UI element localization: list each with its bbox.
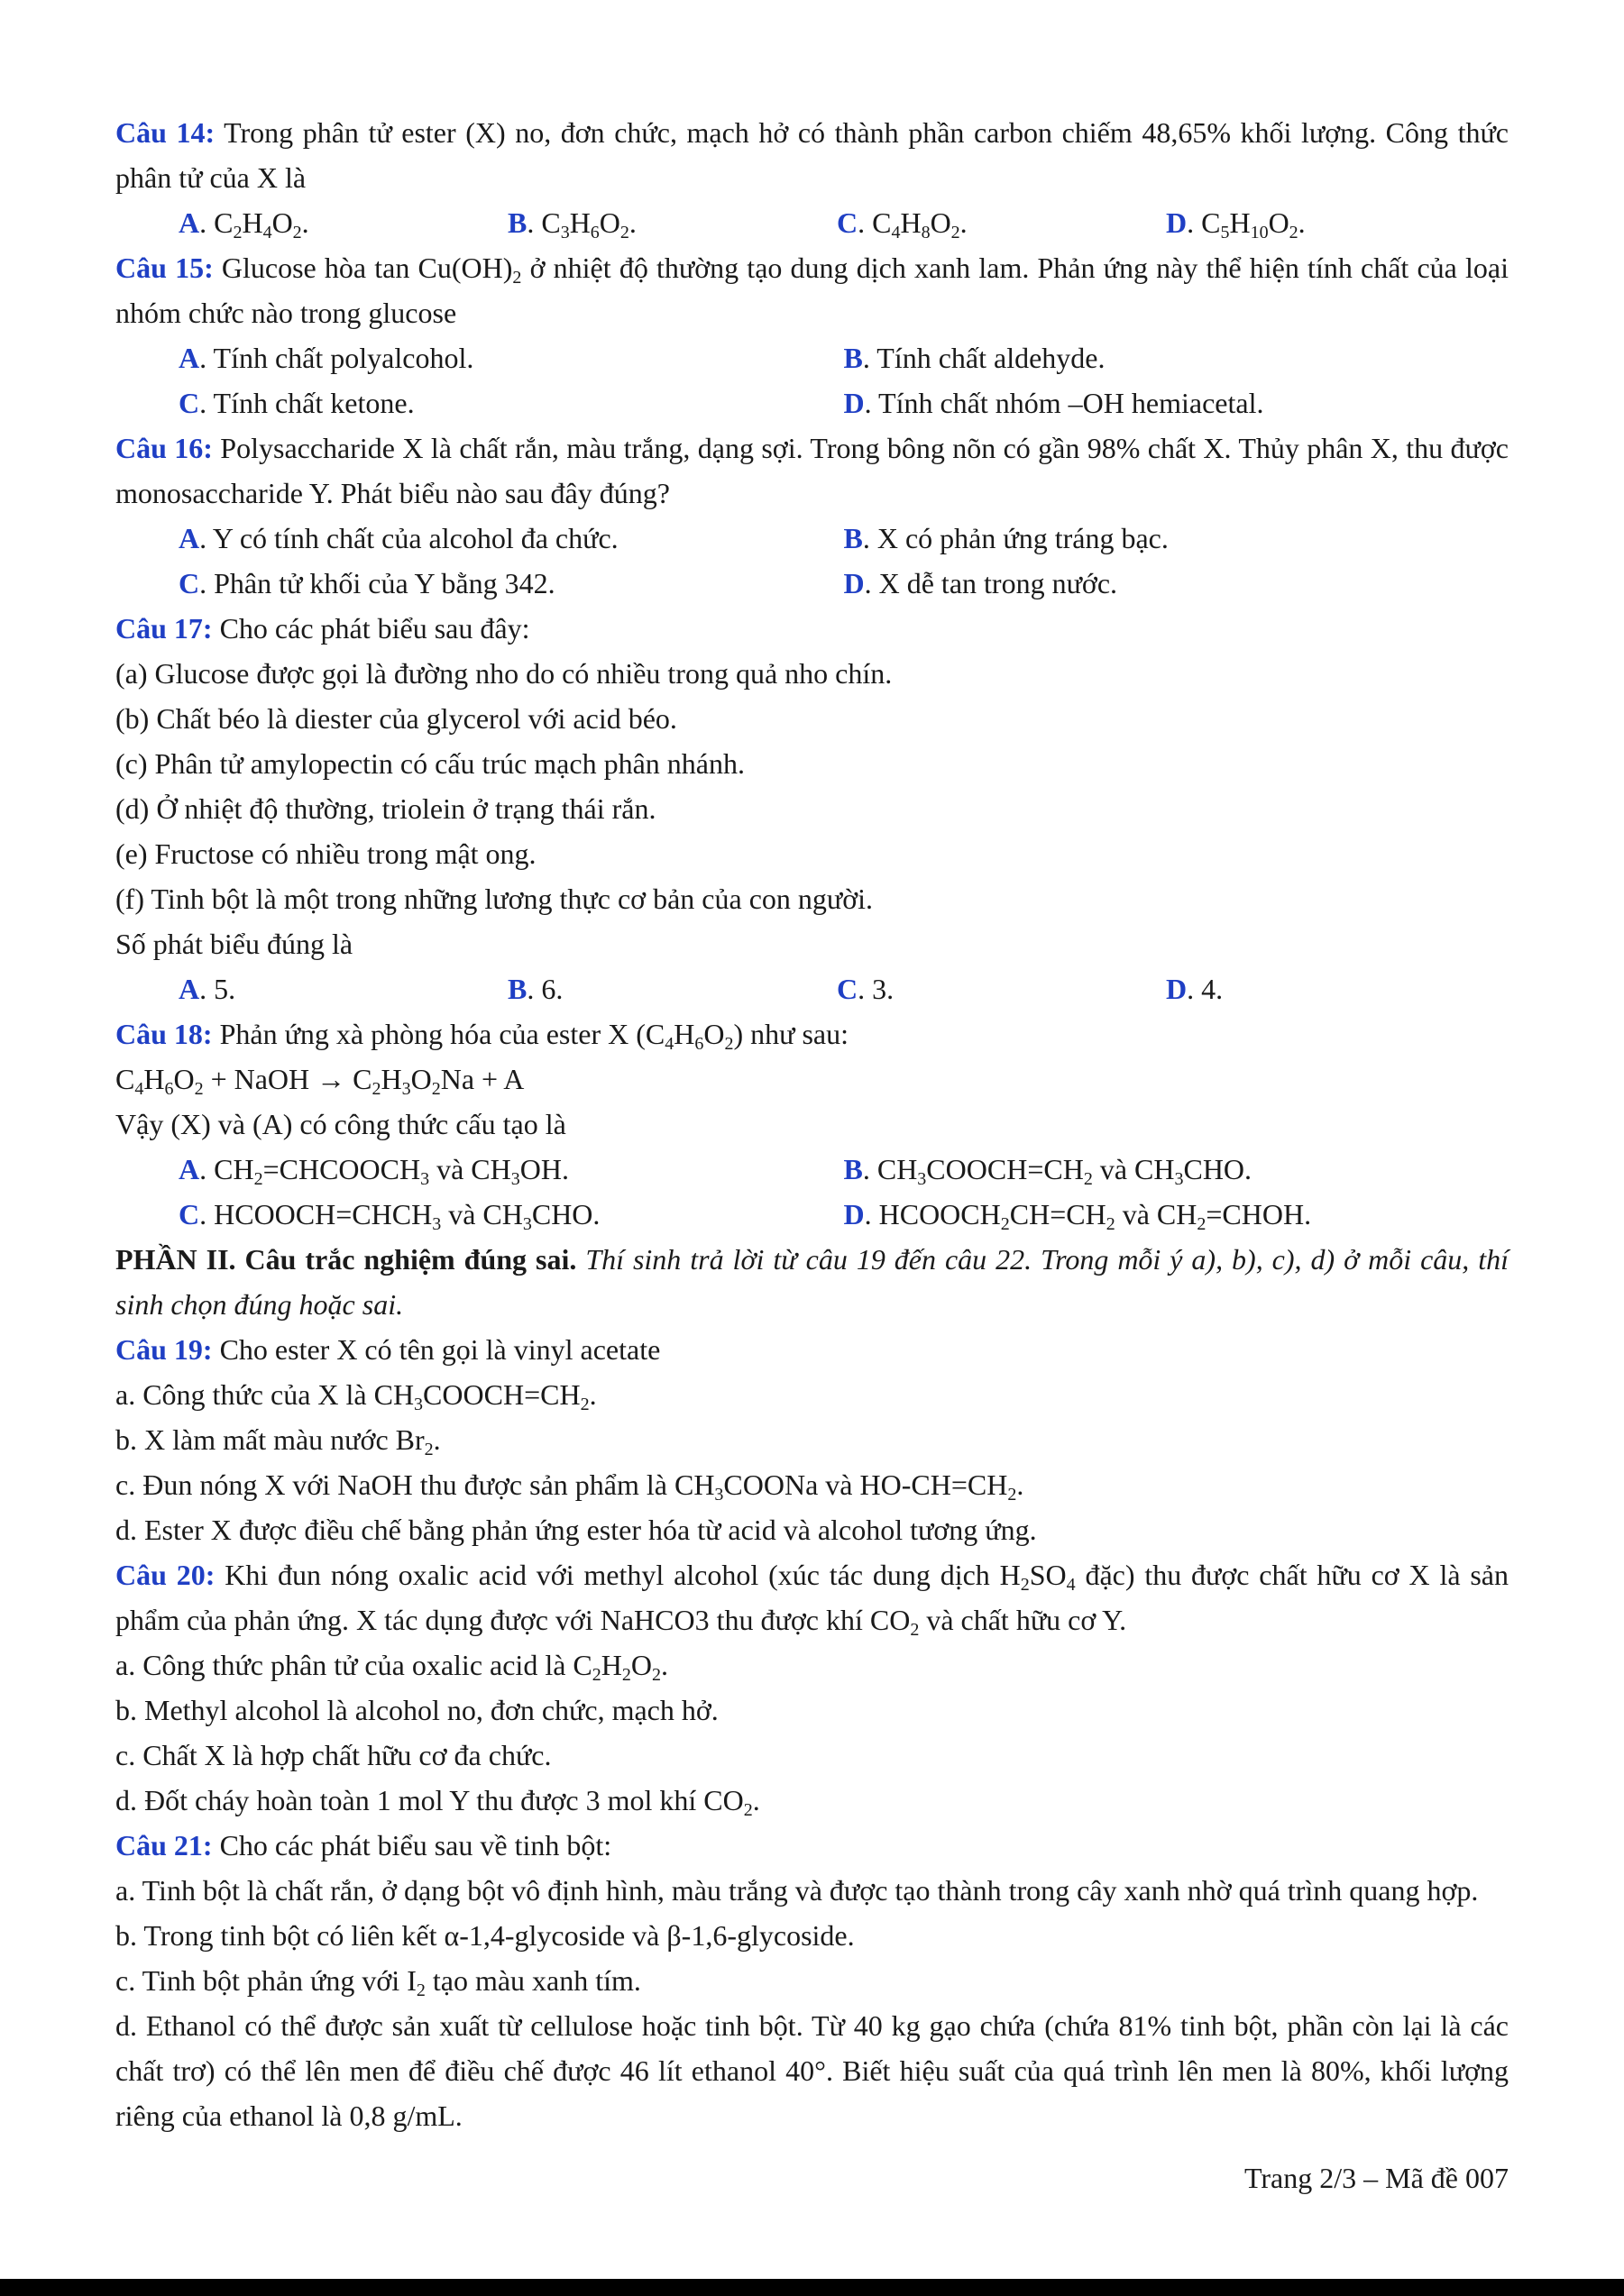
option-a: A. 5. (179, 973, 236, 1005)
statement-b: b. X làm mất màu nước $Br_2$. (115, 1423, 441, 1459)
page-footer: Trang 2/3 – Mã đề 007 (1243, 2162, 1509, 2194)
answer-options (115, 200, 1509, 245)
statement-c: (c) Phân tử amylopectin có cấu trúc mạch phân nhánh. (115, 747, 745, 780)
option-a: A. $C_2H_4O_2$. (179, 206, 309, 242)
question-16: Câu 16: Polysaccharide X là chất rắn, màu trắng, dạng sợi. Trong bông nõn có gần 98% chất X. Thủy phân X, thu được monosaccharide Y. Phát biểu nào sau đây đúng? (115, 432, 1509, 509)
option-b: B. 6. (508, 973, 564, 1005)
question-label: Câu 16: (115, 432, 213, 464)
statement-b: b. Trong tinh bột có liên kết α-1,4-glycoside và β-1,6-glycoside. (115, 1919, 855, 1952)
question-15: Câu 15: Glucose hòa $\tan Cu(OH)_2$ ở nhiệt độ thường tạo dung dịch xanh lam. Phản ứng này thể hiện tính chất của loại nhóm chức nào trong glucose (115, 252, 1509, 329)
statement-a: a. Công thức của X là $CH_3COOCH=CH_2$. (115, 1378, 597, 1414)
option-a: A. Y có tính chất của alcohol đa chức. (179, 522, 619, 554)
option-a: A. Tính chất polyalcohol. (179, 342, 474, 374)
option-d: D. X dễ tan trong nước. (843, 567, 1118, 599)
question-19: Câu 19: Cho ester X có tên gọi là vinyl acetate (115, 1333, 661, 1366)
question-label: Câu 18: (115, 1018, 213, 1050)
statement-c: c. Tinh bột phản ứng với $I_2$ tạo màu xanh tím. (115, 1964, 641, 2000)
question-17: Câu 17: Cho các phát biểu sau đây: (115, 612, 530, 645)
section-heading: PHẦN II. Câu trắc nghiệm đúng sai. Thí sinh trả lời từ câu 19 đến câu 22. Trong mỗi ý a), b), c), d) ở mỗi câu, thí sinh chọn đúng hoặc sai. (115, 1243, 1509, 1321)
statement-d: (d) Ở nhiệt độ thường, triolein ở trạng thái rắn. (115, 792, 656, 825)
question-text: Trong phân tử ester (X) no, đơn chức, mạch hở có thành phần carbon chiếm 48,65% khối lượng. Công thức phân tử của X là (115, 116, 1509, 194)
exam-page (115, 110, 1509, 2138)
question-18: Câu 18: Phản ứng xà phòng hóa của ester X $(C_4H_6O_2)$ như sau: (115, 1018, 849, 1054)
statement-d: d. Đốt cháy hoàn toàn 1 mol Y thu được 3 mol khí $CO_2$. (115, 1784, 760, 1820)
question-label: Câu 17: (115, 612, 213, 645)
statement-f: (f) Tinh bột là một trong những lương thực cơ bản của con người. (115, 883, 874, 915)
question-label: Câu 15: (115, 252, 214, 284)
answer-options (115, 1192, 1509, 1237)
question-ask: Vậy (X) và (A) có công thức cấu tạo là (115, 1108, 566, 1140)
option-c: C. $C_4H_8O_2$. (837, 206, 968, 242)
statement-a: a. Công thức phân tử của oxalic acid là $C_2H_2O_2$. (115, 1649, 668, 1685)
question-14 (115, 110, 1509, 200)
statement-a: (a) Glucose được gọi là đường nho do có nhiều trong quả nho chín. (115, 657, 893, 690)
option-b: B. Tính chất aldehyde. (843, 342, 1106, 374)
question-label: Câu 19: (115, 1333, 213, 1366)
option-c: C. 3. (837, 973, 895, 1005)
answer-options (115, 516, 1509, 561)
option-c: C. $HCOOCH=CHCH_3$ và $CH_3CHO$. (179, 1198, 601, 1234)
option-b: B. $CH_3COOCH=CH_2$ và $CH_3CHO$. (843, 1153, 1252, 1189)
option-a: A. $CH_2=CHCOOCH_3$ và $CH_3OH$. (179, 1153, 569, 1189)
option-c: C. Tính chất ketone. (179, 387, 415, 419)
reaction-equation: $C_4H_6O_2$ + NaOH → $C_2H_3O_2Na + A$ (115, 1063, 525, 1099)
question-ask: Số phát biểu đúng là (115, 928, 353, 960)
option-d: D. $C_5H_{10}O_2$. (1166, 206, 1306, 242)
question-label: Câu 20: (115, 1559, 216, 1591)
answer-options (115, 1147, 1509, 1192)
statement-b: (b) Chất béo là diester của glycerol với acid béo. (115, 702, 677, 735)
statement-a: a. Tinh bột là chất rắn, ở dạng bột vô định hình, màu trắng và được tạo thành trong cây xanh nhờ quá trình quang hợp. (115, 1874, 1479, 1907)
question-20: Câu 20: Khi đun nóng oxalic acid với methyl alcohol (xúc tác dung dịch $H_2SO_4$ đặc) thu được chất hữu cơ X là sản phẩm của phản ứng. X tác dụng được với NaHCO3 thu được khí $CO_2$ và chất hữu cơ Y. (115, 1559, 1509, 1640)
statement-c: c. Đun nóng X với NaOH thu được sản phẩm là $CH_3COONa$ và $HO-CH=CH_2$. (115, 1468, 1024, 1505)
question-label: Câu 14: (115, 116, 216, 149)
answer-options (115, 561, 1509, 606)
answer-options (115, 966, 1509, 1011)
question-label: Câu 21: (115, 1829, 213, 1861)
statement-b: b. Methyl alcohol là alcohol no, đơn chức, mạch hở. (115, 1694, 719, 1726)
option-b: B. $C_3H_6O_2$. (508, 206, 637, 242)
option-d: D. $HCOOCH_2CH=CH_2$ và $CH_2=CHOH$. (843, 1198, 1312, 1234)
answer-options (115, 335, 1509, 380)
option-d: D. Tính chất nhóm –OH hemiacetal. (843, 387, 1264, 419)
question-21: Câu 21: Cho các phát biểu sau về tinh bột: (115, 1829, 612, 1861)
statement-d: d. Ester X được điều chế bằng phản ứng ester hóa từ acid và alcohol tương ứng. (115, 1514, 1037, 1546)
option-d: D. 4. (1166, 973, 1224, 1005)
statement-c: c. Chất X là hợp chất hữu cơ đa chức. (115, 1739, 552, 1771)
statement-d: d. Ethanol có thể được sản xuất từ cellulose hoặc tinh bột. Từ 40 kg gạo chứa (chứa 81% tinh bột, phần còn lại là các chất trơ) có thể lên men để điều chế được 46 lít ethanol 40°. Biết hiệu suất của quá trình lên men là 80%, khối lượng riêng của ethanol là 0,8 g/mL. (115, 2009, 1509, 2132)
bottom-divider (0, 2279, 1624, 2296)
option-c: C. Phân tử khối của Y bằng 342. (179, 567, 555, 599)
option-b: B. X có phản ứng tráng bạc. (843, 522, 1169, 554)
answer-options (115, 380, 1509, 425)
statement-e: (e) Fructose có nhiều trong mật ong. (115, 837, 537, 870)
